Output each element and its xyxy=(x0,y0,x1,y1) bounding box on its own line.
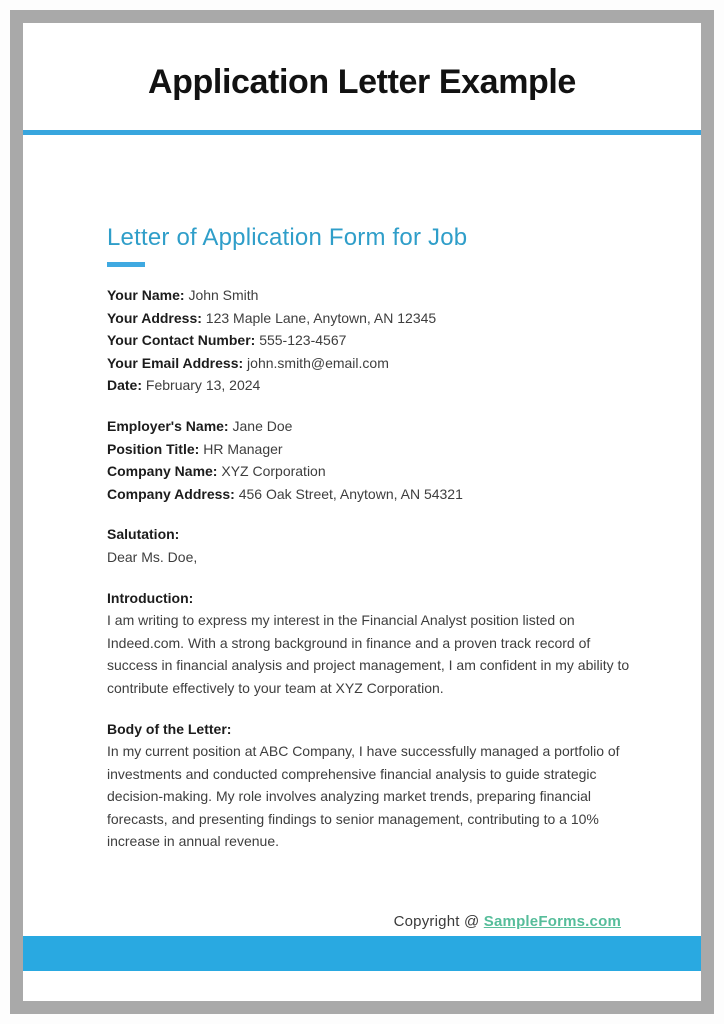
field-position-title xyxy=(107,438,643,461)
field-label: Company Address: xyxy=(107,485,235,502)
section-body-of-letter xyxy=(107,718,643,854)
field-label: Position Title: xyxy=(107,440,200,457)
field-date xyxy=(107,374,643,397)
field-label: Company Name: xyxy=(107,463,218,480)
page-title: Application Letter Example xyxy=(148,63,576,101)
field-label: Your Contact Number: xyxy=(107,332,256,349)
field-label: Your Email Address: xyxy=(107,354,244,371)
heading-underline xyxy=(107,262,145,267)
section-text: In my current position at ABC Company, I have successfully managed a portfolio of investments and conducted comprehensive financial analysis to guide strategic decision-making. My role involves analyzing market trends, preparing financial forecasts, and presenting findings to senior management, contributing to a 10% increase in annual revenue. xyxy=(107,743,620,850)
field-email-address xyxy=(107,352,643,375)
field-label: Employer's Name: xyxy=(107,417,229,434)
letter-body xyxy=(23,223,701,853)
field-value: 123 Maple Lane, Anytown, AN 12345 xyxy=(205,309,437,326)
field-label: Your Name: xyxy=(107,287,185,303)
section-salutation xyxy=(107,523,643,568)
field-value: XYZ Corporation xyxy=(221,463,326,480)
section-label: Introduction: xyxy=(107,589,194,606)
field-value: Jane Doe xyxy=(232,417,293,434)
field-label: Date: xyxy=(107,377,143,394)
section-label: Salutation: xyxy=(107,526,180,543)
field-your-address xyxy=(107,307,643,330)
field-company-name xyxy=(107,460,643,483)
sampleforms-link[interactable]: SampleForms.com xyxy=(483,913,621,930)
field-contact-number xyxy=(107,329,643,352)
sender-info-block xyxy=(107,284,643,397)
section-label: Body of the Letter: xyxy=(107,720,232,737)
field-value: John Smith xyxy=(188,287,259,303)
copyright-line xyxy=(394,913,621,930)
field-value: 456 Oak Street, Anytown, AN 54321 xyxy=(238,485,463,502)
section-introduction xyxy=(107,587,643,700)
field-label: Your Address: xyxy=(107,309,202,326)
field-value: 555-123-4567 xyxy=(259,332,347,349)
field-value: john.smith@email.com xyxy=(247,354,389,371)
field-employer-name xyxy=(107,415,643,438)
field-value: HR Manager xyxy=(203,440,283,457)
field-company-address xyxy=(107,483,643,506)
section-text: I am writing to express my interest in the Financial Analyst position listed on Indeed.com. With a strong background in finance and a proven track record of success in financial analysis and project management, I am confident in my ability to contribute effectively to your team at XYZ Corporation. xyxy=(107,612,630,696)
copyright-text: Copyright @ xyxy=(393,913,484,930)
field-value: February 13, 2024 xyxy=(145,377,261,394)
section-text: Dear Ms. Doe, xyxy=(107,548,198,565)
page-frame xyxy=(10,10,714,1014)
letter-heading: Letter of Application Form for Job xyxy=(107,224,468,251)
field-your-name xyxy=(107,284,643,307)
title-divider-rule xyxy=(23,130,701,135)
footer-accent-bar xyxy=(23,936,701,971)
recipient-info-block xyxy=(107,415,643,505)
